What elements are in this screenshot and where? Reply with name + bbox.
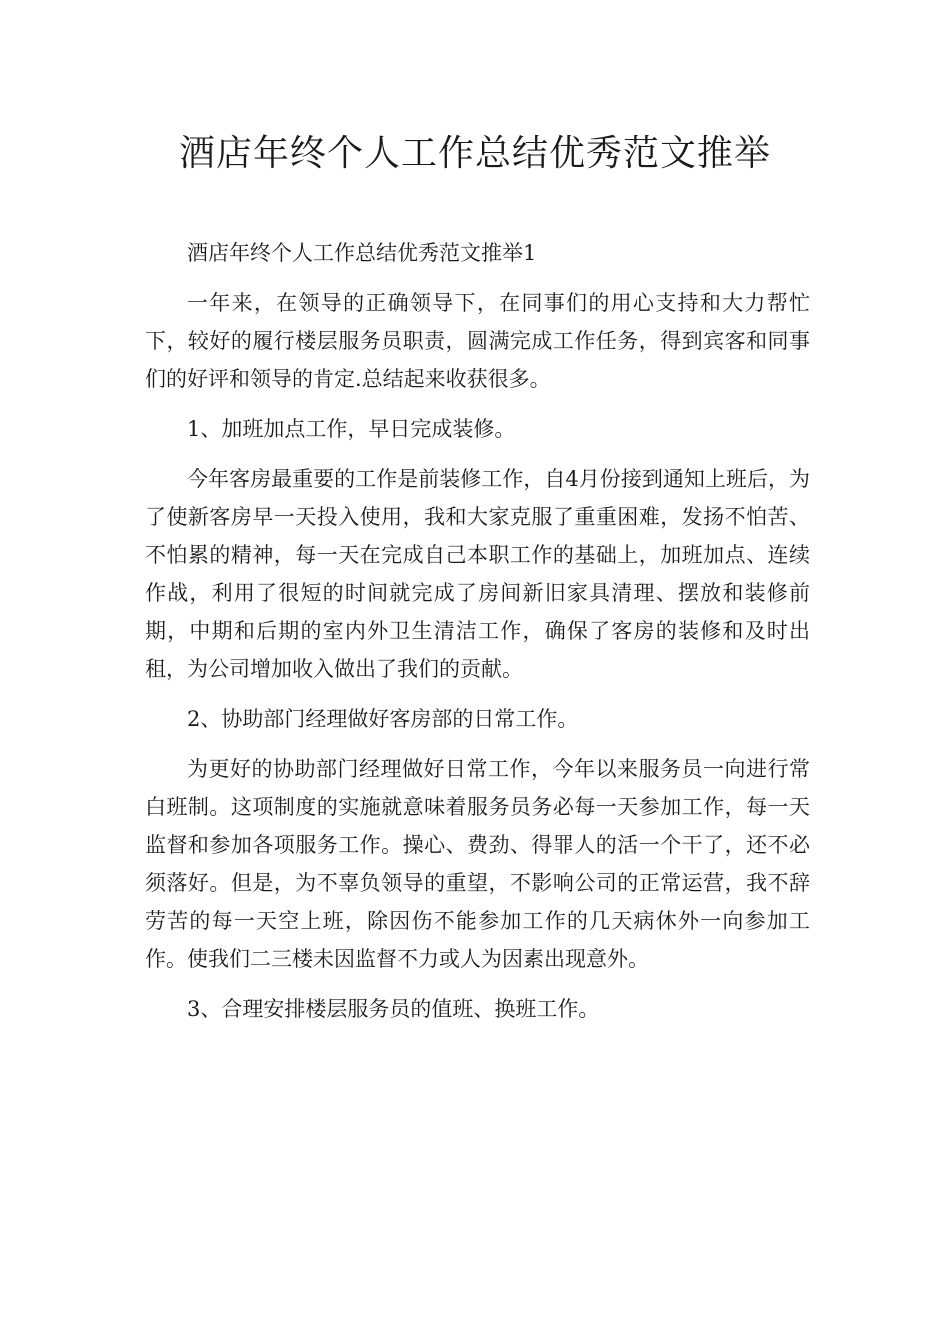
paragraph: 一年来，在领导的正确领导下，在同事们的用心支持和大力帮忙下，较好的履行楼层服务员职责，圆满完成工作任务，得到宾客和同事们的好评和领导的肯定.总结起来收获很多。 <box>145 291 810 391</box>
section-heading: 酒店年终个人工作总结优秀范文推举1 <box>187 241 537 265</box>
paragraph: 今年客房最重要的工作是前装修工作，自4月份接到通知上班后，为了使新客房早一天投入使用，我和大家克服了重重困难，发扬不怕苦、不怕累的精神，每一天在完成自己本职工作的基础上，加班加点、连续作战，利用了很短的时间就完成了房间新旧家具清理、摆放和装修前期，中期和后期的室内外卫生清洁工作，确保了客房的装修和及时出租，为公司增加收入做出了我们的贡献。 <box>145 467 810 681</box>
paragraph: 为更好的协助部门经理做好日常工作，今年以来服务员一向进行常白班制。这项制度的实施就意味着服务员务必每一天参加工作，每一天监督和参加各项服务工作。操心、费劲、得罪人的活一个干了，还不必须落好。但是，为不辜负领导的重望，不影响公司的正常运营，我不辞劳苦的每一天空上班，除因伤不能参加工作的几天病休外一向参加工作。使我们二三楼未因监督不力或人为因素出现意外。 <box>145 757 810 971</box>
document-body <box>145 234 810 1040</box>
document-title: 酒店年终个人工作总结优秀范文推举 <box>178 133 771 174</box>
list-item-heading: 1、加班加点工作，早日完成装修。 <box>187 417 516 441</box>
list-item-heading: 3、合理安排楼层服务员的值班、换班工作。 <box>187 997 600 1021</box>
list-item-heading: 2、协助部门经理做好客房部的日常工作。 <box>187 707 579 731</box>
